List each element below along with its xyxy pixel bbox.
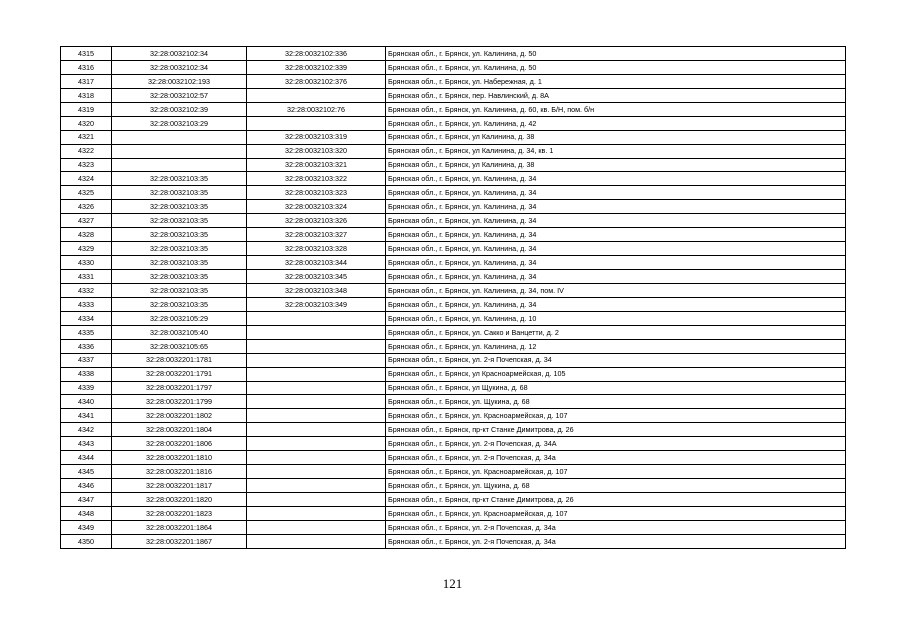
cadastral-number-cell: 32:28:0032201:1781 [112, 353, 247, 367]
row-number-cell: 4330 [61, 256, 112, 270]
row-number-cell: 4342 [61, 423, 112, 437]
address-cell: Брянская обл., г. Брянск, ул. Калинина, д. 34 [386, 256, 846, 270]
address-cell: Брянская обл., г. Брянск, ул. Щукина, д. 68 [386, 479, 846, 493]
table-row [61, 353, 846, 367]
cadastral-number-cell: 32:28:0032105:65 [112, 339, 247, 353]
object-cadastral-number-cell: 32:28:0032103:345 [247, 270, 386, 284]
table-row [61, 200, 846, 214]
table-row [61, 339, 846, 353]
row-number-cell: 4344 [61, 451, 112, 465]
table-row [61, 144, 846, 158]
cadastral-number-cell: 32:28:0032102:34 [112, 60, 247, 74]
object-cadastral-number-cell: 32:28:0032103:328 [247, 242, 386, 256]
table-row [61, 242, 846, 256]
cadastral-number-cell [112, 130, 247, 144]
object-cadastral-number-cell [247, 88, 386, 102]
cadastral-number-cell: 32:28:0032103:35 [112, 186, 247, 200]
row-number-cell: 4319 [61, 102, 112, 116]
object-cadastral-number-cell: 32:28:0032102:376 [247, 74, 386, 88]
address-cell: Брянская обл., г. Брянск, ул. 2-я Почепская, д. 34 [386, 353, 846, 367]
cadastral-number-cell: 32:28:0032201:1817 [112, 479, 247, 493]
address-cell: Брянская обл., г. Брянск, ул. 2-я Почепская, д. 34а [386, 520, 846, 534]
address-cell: Брянская обл., г. Брянск, ул. Калинина, д. 50 [386, 47, 846, 61]
cadastral-number-cell: 32:28:0032103:35 [112, 172, 247, 186]
address-cell: Брянская обл., г. Брянск, пр-кт Станке Димитрова, д. 26 [386, 423, 846, 437]
cadastral-number-cell: 32:28:0032201:1799 [112, 395, 247, 409]
address-cell: Брянская обл., г. Брянск, ул. 2-я Почепская, д. 34а [386, 534, 846, 548]
table-row [61, 465, 846, 479]
row-number-cell: 4335 [61, 325, 112, 339]
row-number-cell: 4336 [61, 339, 112, 353]
object-cadastral-number-cell: 32:28:0032103:327 [247, 228, 386, 242]
table-row [61, 60, 846, 74]
row-number-cell: 4333 [61, 297, 112, 311]
table-row [61, 270, 846, 284]
row-number-cell: 4317 [61, 74, 112, 88]
row-number-cell: 4347 [61, 493, 112, 507]
table-row [61, 186, 846, 200]
object-cadastral-number-cell: 32:28:0032103:321 [247, 158, 386, 172]
cadastral-number-cell: 32:28:0032102:57 [112, 88, 247, 102]
row-number-cell: 4334 [61, 311, 112, 325]
cadastral-number-cell: 32:28:0032103:35 [112, 200, 247, 214]
object-cadastral-number-cell [247, 520, 386, 534]
address-cell: Брянская обл., г. Брянск, ул. Калинина, д. 34 [386, 172, 846, 186]
address-cell: Брянская обл., г. Брянск, ул. Калинина, д. 60, кв. Б/Н, пом. б/н [386, 102, 846, 116]
row-number-cell: 4316 [61, 60, 112, 74]
row-number-cell: 4329 [61, 242, 112, 256]
table-row [61, 479, 846, 493]
table-row [61, 311, 846, 325]
table-row [61, 116, 846, 130]
object-cadastral-number-cell [247, 395, 386, 409]
object-cadastral-number-cell [247, 506, 386, 520]
object-cadastral-number-cell: 32:28:0032103:322 [247, 172, 386, 186]
object-cadastral-number-cell [247, 409, 386, 423]
row-number-cell: 4338 [61, 367, 112, 381]
table-row [61, 88, 846, 102]
table-row [61, 214, 846, 228]
address-cell: Брянская обл., г. Брянск, ул. Калинина, д. 34, пом. IV [386, 283, 846, 297]
address-cell: Брянская обл., г. Брянск, ул. Сакко и Ванцетти, д. 2 [386, 325, 846, 339]
object-cadastral-number-cell: 32:28:0032103:344 [247, 256, 386, 270]
object-cadastral-number-cell: 32:28:0032103:324 [247, 200, 386, 214]
row-number-cell: 4318 [61, 88, 112, 102]
object-cadastral-number-cell: 32:28:0032103:348 [247, 283, 386, 297]
table-row [61, 74, 846, 88]
address-cell: Брянская обл., г. Брянск, ул Калинина, д. 34, кв. 1 [386, 144, 846, 158]
object-cadastral-number-cell: 32:28:0032102:76 [247, 102, 386, 116]
object-cadastral-number-cell [247, 116, 386, 130]
address-cell: Брянская обл., г. Брянск, ул. Калинина, д. 34 [386, 186, 846, 200]
object-cadastral-number-cell: 32:28:0032103:323 [247, 186, 386, 200]
table-row [61, 381, 846, 395]
cadastral-number-cell: 32:28:0032102:34 [112, 47, 247, 61]
table-row [61, 409, 846, 423]
row-number-cell: 4323 [61, 158, 112, 172]
object-cadastral-number-cell [247, 423, 386, 437]
row-number-cell: 4350 [61, 534, 112, 548]
address-cell: Брянская обл., г. Брянск, пр-кт Станке Димитрова, д. 26 [386, 493, 846, 507]
table-row [61, 325, 846, 339]
cadastral-number-cell: 32:28:0032201:1802 [112, 409, 247, 423]
object-cadastral-number-cell: 32:28:0032103:326 [247, 214, 386, 228]
address-cell: Брянская обл., г. Брянск, ул. 2-я Почепская, д. 34А [386, 437, 846, 451]
cadastral-number-cell: 32:28:0032201:1867 [112, 534, 247, 548]
cadastral-number-cell: 32:28:0032102:193 [112, 74, 247, 88]
cadastral-number-cell: 32:28:0032102:39 [112, 102, 247, 116]
table-row [61, 130, 846, 144]
object-cadastral-number-cell [247, 437, 386, 451]
cadastral-number-cell: 32:28:0032201:1797 [112, 381, 247, 395]
row-number-cell: 4349 [61, 520, 112, 534]
table-row [61, 367, 846, 381]
address-cell: Брянская обл., г. Брянск, ул Калинина, д. 38 [386, 130, 846, 144]
table-row [61, 493, 846, 507]
table-row [61, 47, 846, 61]
row-number-cell: 4340 [61, 395, 112, 409]
cadastral-number-cell [112, 158, 247, 172]
address-cell: Брянская обл., г. Брянск, ул. Калинина, д. 34 [386, 200, 846, 214]
table-row [61, 297, 846, 311]
row-number-cell: 4327 [61, 214, 112, 228]
address-cell: Брянская обл., г. Брянск, ул. Калинина, д. 34 [386, 270, 846, 284]
row-number-cell: 4322 [61, 144, 112, 158]
address-cell: Брянская обл., г. Брянск, ул. Красноармейская, д. 107 [386, 506, 846, 520]
table-row [61, 256, 846, 270]
table-row [61, 158, 846, 172]
cadastral-number-cell: 32:28:0032103:35 [112, 214, 247, 228]
cadastral-number-cell: 32:28:0032103:35 [112, 242, 247, 256]
table-row [61, 102, 846, 116]
cadastral-number-cell: 32:28:0032201:1806 [112, 437, 247, 451]
object-cadastral-number-cell [247, 534, 386, 548]
row-number-cell: 4332 [61, 283, 112, 297]
object-cadastral-number-cell: 32:28:0032103:349 [247, 297, 386, 311]
address-cell: Брянская обл., г. Брянск, ул. Набережная, д. 1 [386, 74, 846, 88]
row-number-cell: 4328 [61, 228, 112, 242]
address-cell: Брянская обл., г. Брянск, пер. Навлинский, д. 8А [386, 88, 846, 102]
registry-table-body [61, 47, 846, 549]
object-cadastral-number-cell [247, 353, 386, 367]
object-cadastral-number-cell [247, 493, 386, 507]
address-cell: Брянская обл., г. Брянск, ул. Калинина, д. 12 [386, 339, 846, 353]
cadastral-number-cell: 32:28:0032201:1810 [112, 451, 247, 465]
object-cadastral-number-cell [247, 339, 386, 353]
address-cell: Брянская обл., г. Брянск, ул. Калинина, д. 50 [386, 60, 846, 74]
cadastral-number-cell: 32:28:0032201:1816 [112, 465, 247, 479]
object-cadastral-number-cell: 32:28:0032102:339 [247, 60, 386, 74]
address-cell: Брянская обл., г. Брянск, ул. Калинина, д. 34 [386, 228, 846, 242]
row-number-cell: 4321 [61, 130, 112, 144]
address-cell: Брянская обл., г. Брянск, ул. Калинина, д. 34 [386, 297, 846, 311]
cadastral-number-cell: 32:28:0032103:35 [112, 256, 247, 270]
object-cadastral-number-cell [247, 479, 386, 493]
cadastral-number-cell: 32:28:0032201:1864 [112, 520, 247, 534]
row-number-cell: 4348 [61, 506, 112, 520]
table-row [61, 506, 846, 520]
cadastral-number-cell: 32:28:0032103:35 [112, 297, 247, 311]
cadastral-number-cell: 32:28:0032103:29 [112, 116, 247, 130]
row-number-cell: 4343 [61, 437, 112, 451]
address-cell: Брянская обл., г. Брянск, ул Калинина, д. 38 [386, 158, 846, 172]
cadastral-number-cell: 32:28:0032103:35 [112, 270, 247, 284]
object-cadastral-number-cell: 32:28:0032103:320 [247, 144, 386, 158]
object-cadastral-number-cell: 32:28:0032103:319 [247, 130, 386, 144]
row-number-cell: 4341 [61, 409, 112, 423]
table-row [61, 423, 846, 437]
row-number-cell: 4331 [61, 270, 112, 284]
address-cell: Брянская обл., г. Брянск, ул. Красноармейская, д. 107 [386, 409, 846, 423]
cadastral-number-cell: 32:28:0032201:1791 [112, 367, 247, 381]
row-number-cell: 4325 [61, 186, 112, 200]
address-cell: Брянская обл., г. Брянск, ул Щукина, д. 68 [386, 381, 846, 395]
row-number-cell: 4326 [61, 200, 112, 214]
address-cell: Брянская обл., г. Брянск, ул. Калинина, д. 34 [386, 214, 846, 228]
cadastral-number-cell: 32:28:0032201:1823 [112, 506, 247, 520]
address-cell: Брянская обл., г. Брянск, ул Красноармейская, д. 105 [386, 367, 846, 381]
object-cadastral-number-cell [247, 451, 386, 465]
cadastral-number-cell: 32:28:0032103:35 [112, 228, 247, 242]
object-cadastral-number-cell [247, 381, 386, 395]
table-row [61, 437, 846, 451]
page-number: 121 [442, 576, 463, 591]
table-row [61, 283, 846, 297]
row-number-cell: 4320 [61, 116, 112, 130]
table-row [61, 228, 846, 242]
address-cell: Брянская обл., г. Брянск, ул. 2-я Почепская, д. 34а [386, 451, 846, 465]
table-row [61, 520, 846, 534]
object-cadastral-number-cell [247, 325, 386, 339]
address-cell: Брянская обл., г. Брянск, ул. Красноармейская, д. 107 [386, 465, 846, 479]
table-row [61, 172, 846, 186]
table-row [61, 534, 846, 548]
object-cadastral-number-cell: 32:28:0032102:336 [247, 47, 386, 61]
table-row [61, 451, 846, 465]
cadastral-number-cell: 32:28:0032201:1820 [112, 493, 247, 507]
cadastral-number-cell: 32:28:0032201:1804 [112, 423, 247, 437]
object-cadastral-number-cell [247, 367, 386, 381]
document-sheet [60, 46, 846, 549]
row-number-cell: 4337 [61, 353, 112, 367]
address-cell: Брянская обл., г. Брянск, ул. Калинина, д. 42 [386, 116, 846, 130]
registry-table [60, 46, 846, 549]
address-cell: Брянская обл., г. Брянск, ул. Калинина, д. 10 [386, 311, 846, 325]
object-cadastral-number-cell [247, 465, 386, 479]
address-cell: Брянская обл., г. Брянск, ул. Щукина, д. 68 [386, 395, 846, 409]
cadastral-number-cell: 32:28:0032103:35 [112, 283, 247, 297]
row-number-cell: 4315 [61, 47, 112, 61]
row-number-cell: 4324 [61, 172, 112, 186]
table-row [61, 395, 846, 409]
address-cell: Брянская обл., г. Брянск, ул. Калинина, д. 34 [386, 242, 846, 256]
cadastral-number-cell: 32:28:0032105:29 [112, 311, 247, 325]
cadastral-number-cell [112, 144, 247, 158]
cadastral-number-cell: 32:28:0032105:40 [112, 325, 247, 339]
row-number-cell: 4345 [61, 465, 112, 479]
object-cadastral-number-cell [247, 311, 386, 325]
row-number-cell: 4346 [61, 479, 112, 493]
row-number-cell: 4339 [61, 381, 112, 395]
